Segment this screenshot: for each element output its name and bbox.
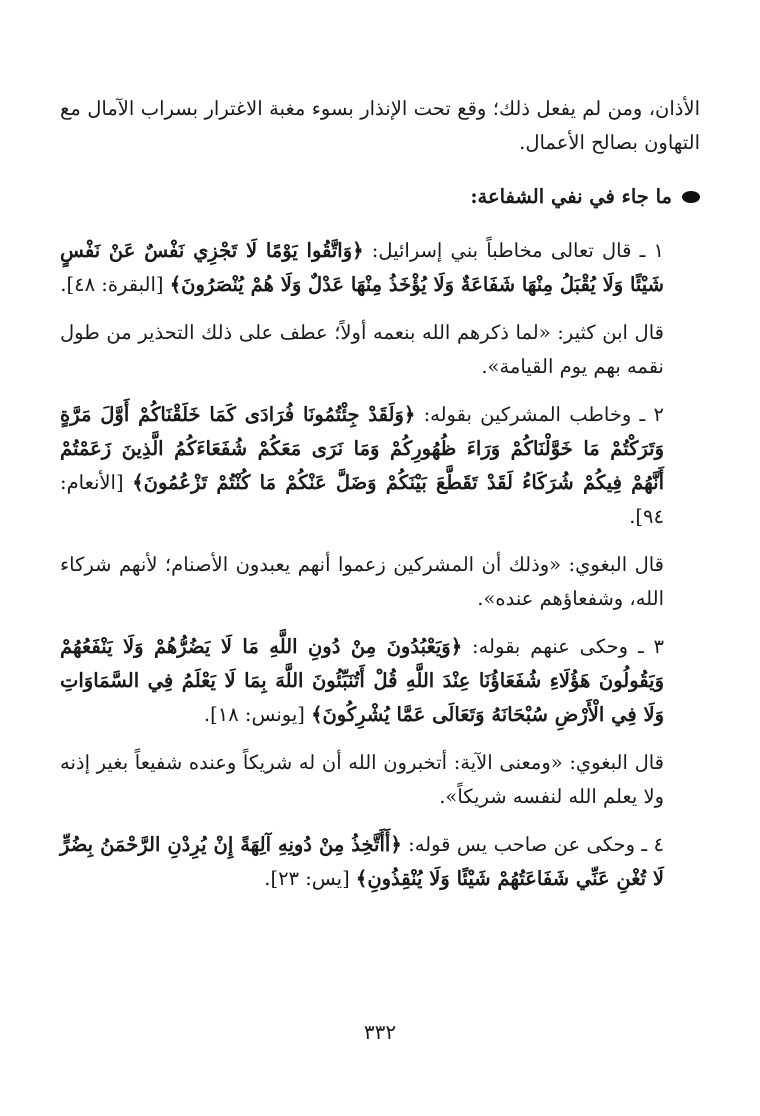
item-3-ref: [يونس: ١٨]. [203, 703, 312, 726]
page-number: ٣٣٢ [363, 1020, 397, 1044]
item-2-verse: ﴿وَلَقَدْ جِئْتُمُونَا فُرَادَى كَمَا خَلَقْنَاكُمْ أَوَّلَ مَرَّةٍ وَتَرَكْتُمْ مَا خَوَّلْنَاكُمْ وَرَاءَ ظُهُورِكُمْ وَمَا نَرَى مَعَكُمْ شُفَعَاءَكُمُ الَّذِينَ زَعَمْتُمْ أَنَّهُمْ فِيكُمْ شُرَكَاءُ لَقَدْ تَقَطَّعَ بَيْنَكُمْ وَضَلَّ عَنْكُمْ مَا كُنْتُمْ تَزْعُمُونَ﴾ [60, 403, 664, 494]
item-2-ref: [الأنعام: ٩٤]. [60, 471, 664, 528]
baghawi-quote-1: قال البغوي: «وذلك أن المشركين زعموا أنهم يعبدون الأصنام؛ لأنهم شركاء الله، وشفعاؤهم عنده». [60, 553, 664, 610]
item-2 [60, 398, 700, 534]
page-body [60, 92, 700, 896]
item-1-intro: ١ ـ قال تعالى مخاطباً بني إسرائيل: [363, 239, 664, 262]
section-heading-text: ما جاء في نفي الشفاعة: [470, 185, 672, 208]
item-1-ref: [البقرة: ٤٨]. [60, 273, 170, 296]
item-3-verse: ﴿وَيَعْبُدُونَ مِنْ دُونِ اللَّهِ مَا لَا يَضُرُّهُمْ وَلَا يَنْفَعُهُمْ وَيَقُولُونَ هَؤُلَاءِ شُفَعَاؤُنَا عِنْدَ اللَّهِ قُلْ أَتُنَبِّئُونَ اللَّهَ بِمَا لَا يَعْلَمُ فِي السَّمَاوَاتِ وَلَا فِي الْأَرْضِ سُبْحَانَهُ وَتَعَالَى عَمَّا يُشْرِكُونَ﴾ [60, 635, 664, 726]
bullet-icon [682, 191, 700, 203]
item-3-intro: ٣ ـ وحكى عنهم بقوله: [462, 635, 665, 658]
paragraph-intro: الأذان، ومن لم يفعل ذلك؛ وقع تحت الإنذار بسوء مغبة الاغترار بسراب الآمال مع التهاون بصالح الأعمال. [60, 97, 700, 154]
item-2-intro: ٢ ـ وخاطب المشركين بقوله: [415, 403, 665, 426]
item-1-verse: ﴿وَاتَّقُوا يَوْمًا لَا تَجْزِي نَفْسٌ عَنْ نَفْسٍ شَيْئًا وَلَا يُقْبَلُ مِنْهَا شَفَاعَةٌ وَلَا يُؤْخَذُ مِنْهَا عَدْلٌ وَلَا هُمْ يُنْصَرُونَ﴾ [60, 239, 664, 296]
ibn-kathir-quote: قال ابن كثير: «لما ذكرهم الله بنعمه أولاً؛ عطف على ذلك التحذير من طول نقمه بهم يوم القيامة». [60, 321, 664, 378]
item-1 [60, 234, 700, 302]
baghawi-quote-2: قال البغوي: «ومعنى الآية: أتخبرون الله أن له شريكاً وعنده شفيعاً بغير إذنه ولا يعلم الله لنفسه شريكاً». [60, 751, 664, 808]
item-4-intro: ٤ ـ وحكى عن صاحب يس قوله: [401, 833, 664, 856]
item-3 [60, 630, 700, 732]
item-4 [60, 828, 700, 896]
item-4-ref: [يس: ٢٣]. [264, 867, 356, 890]
section-heading [60, 180, 700, 214]
item-4-verse: ﴿أَأَتَّخِذُ مِنْ دُونِهِ آلِهَةً إِنْ يُرِدْنِ الرَّحْمَنُ بِضُرٍّ لَا تُغْنِ عَنِّي شَفَاعَتُهُمْ شَيْئًا وَلَا يُنْقِذُونِ﴾ [60, 833, 664, 890]
